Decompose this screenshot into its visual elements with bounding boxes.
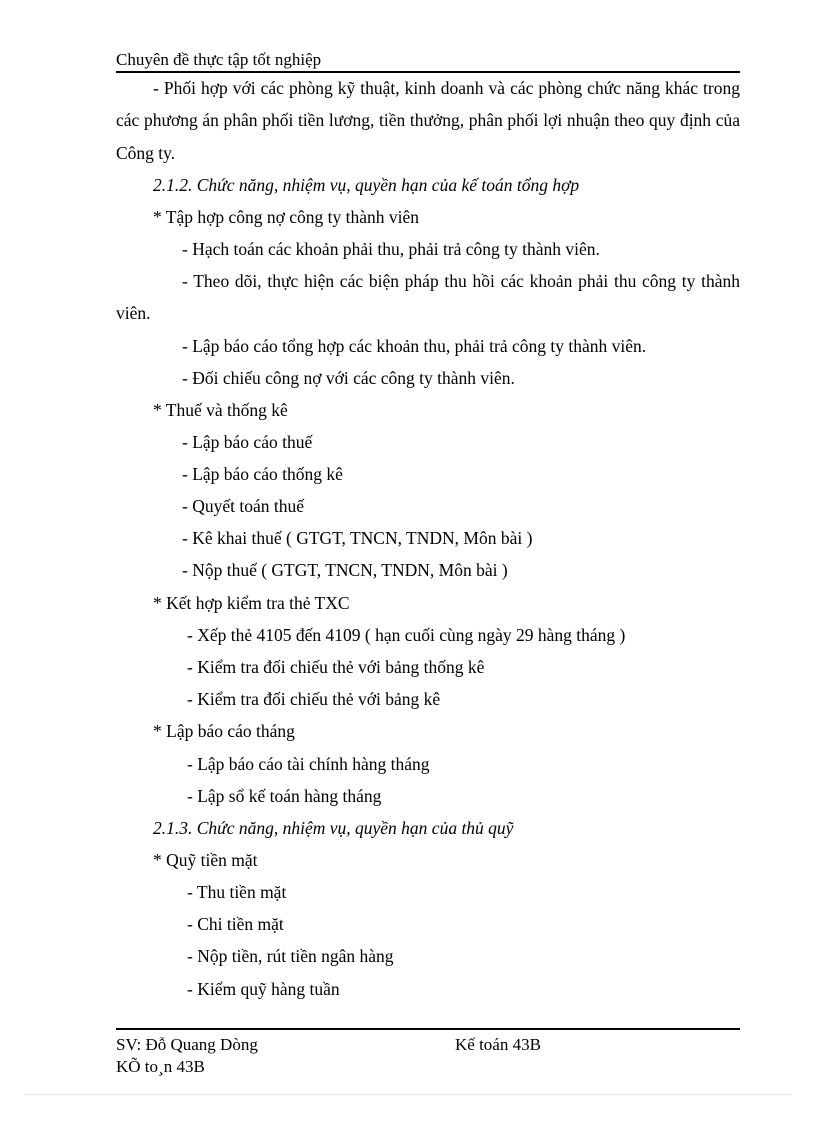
footer-class: Kế toán 43B — [455, 1035, 541, 1054]
header-title: Chuyên đề thực tập tốt nghiệp — [116, 50, 322, 69]
intro-paragraph-text: - Phối hợp với các phòng kỹ thuật, kinh doanh và các phòng chức năng khác trong các phương án phân phối tiền lương, tiền thưởng, phân phối lợi nhuận theo quy định của Công ty. — [116, 78, 740, 163]
footer-student: SV: Đỗ Quang Dòng — [116, 1035, 258, 1054]
section-heading-2-1-3: 2.1.3. Chức năng, nhiệm vụ, quyền hạn của thủ quỹ — [153, 818, 514, 838]
footer-class-garbled: KÕ to¸n 43B — [116, 1057, 205, 1076]
list-item: - Kiểm tra đối chiếu thẻ với bảng kê — [187, 689, 441, 709]
list-item: - Nộp tiền, rút tiền ngân hàng — [187, 946, 394, 966]
list-item: - Kiểm tra đối chiếu thẻ với bảng thống kê — [187, 657, 485, 677]
list-item: - Kê khai thuế ( GTGT, TNCN, TNDN, Môn bài ) — [182, 528, 533, 548]
list-item: - Kiểm quỹ hàng tuần — [187, 979, 340, 999]
list-item-text: - Theo dõi, thực hiện các biện pháp thu hồi các khoản phải thu công ty thành viên. — [116, 271, 740, 324]
group-title-txc: * Kết hợp kiểm tra thẻ TXC — [153, 593, 350, 613]
list-item: - Đối chiếu công nợ với các công ty thành viên. — [182, 368, 515, 388]
intro-paragraph — [116, 72, 740, 169]
section-heading-2-1-2: 2.1.2. Chức năng, nhiệm vụ, quyền hạn của kế toán tổng hợp — [153, 175, 580, 195]
list-item-wrapped — [116, 265, 740, 330]
list-item: - Xếp thẻ 4105 đến 4109 ( hạn cuối cùng ngày 29 hàng tháng ) — [187, 625, 626, 645]
group-title-tax: * Thuế và thống kê — [153, 400, 288, 420]
list-item: - Hạch toán các khoản phải thu, phải trả công ty thành viên. — [182, 239, 600, 259]
list-item: - Chi tiền mặt — [187, 914, 284, 934]
list-item: - Lập báo cáo tài chính hàng tháng — [187, 754, 430, 774]
list-item: - Lập sổ kế toán hàng tháng — [187, 786, 382, 806]
footer-divider — [116, 1028, 740, 1030]
group-title-cash: * Quỹ tiền mặt — [153, 850, 258, 870]
list-item: - Lập báo cáo thống kê — [182, 464, 343, 484]
page-header — [116, 50, 740, 73]
page-bottom-divider — [25, 1094, 791, 1095]
list-item: - Quyết toán thuế — [182, 496, 304, 516]
group-title-debts: * Tập hợp công nợ công ty thành viên — [153, 207, 420, 227]
list-item: - Nộp thuế ( GTGT, TNCN, TNDN, Môn bài ) — [182, 560, 508, 580]
list-item: - Lập báo cáo thuế — [182, 432, 313, 452]
group-title-monthly: * Lập báo cáo tháng — [153, 721, 295, 741]
list-item: - Thu tiền mặt — [187, 882, 287, 902]
list-item: - Lập báo cáo tổng hợp các khoản thu, phải trả công ty thành viên. — [182, 336, 647, 356]
